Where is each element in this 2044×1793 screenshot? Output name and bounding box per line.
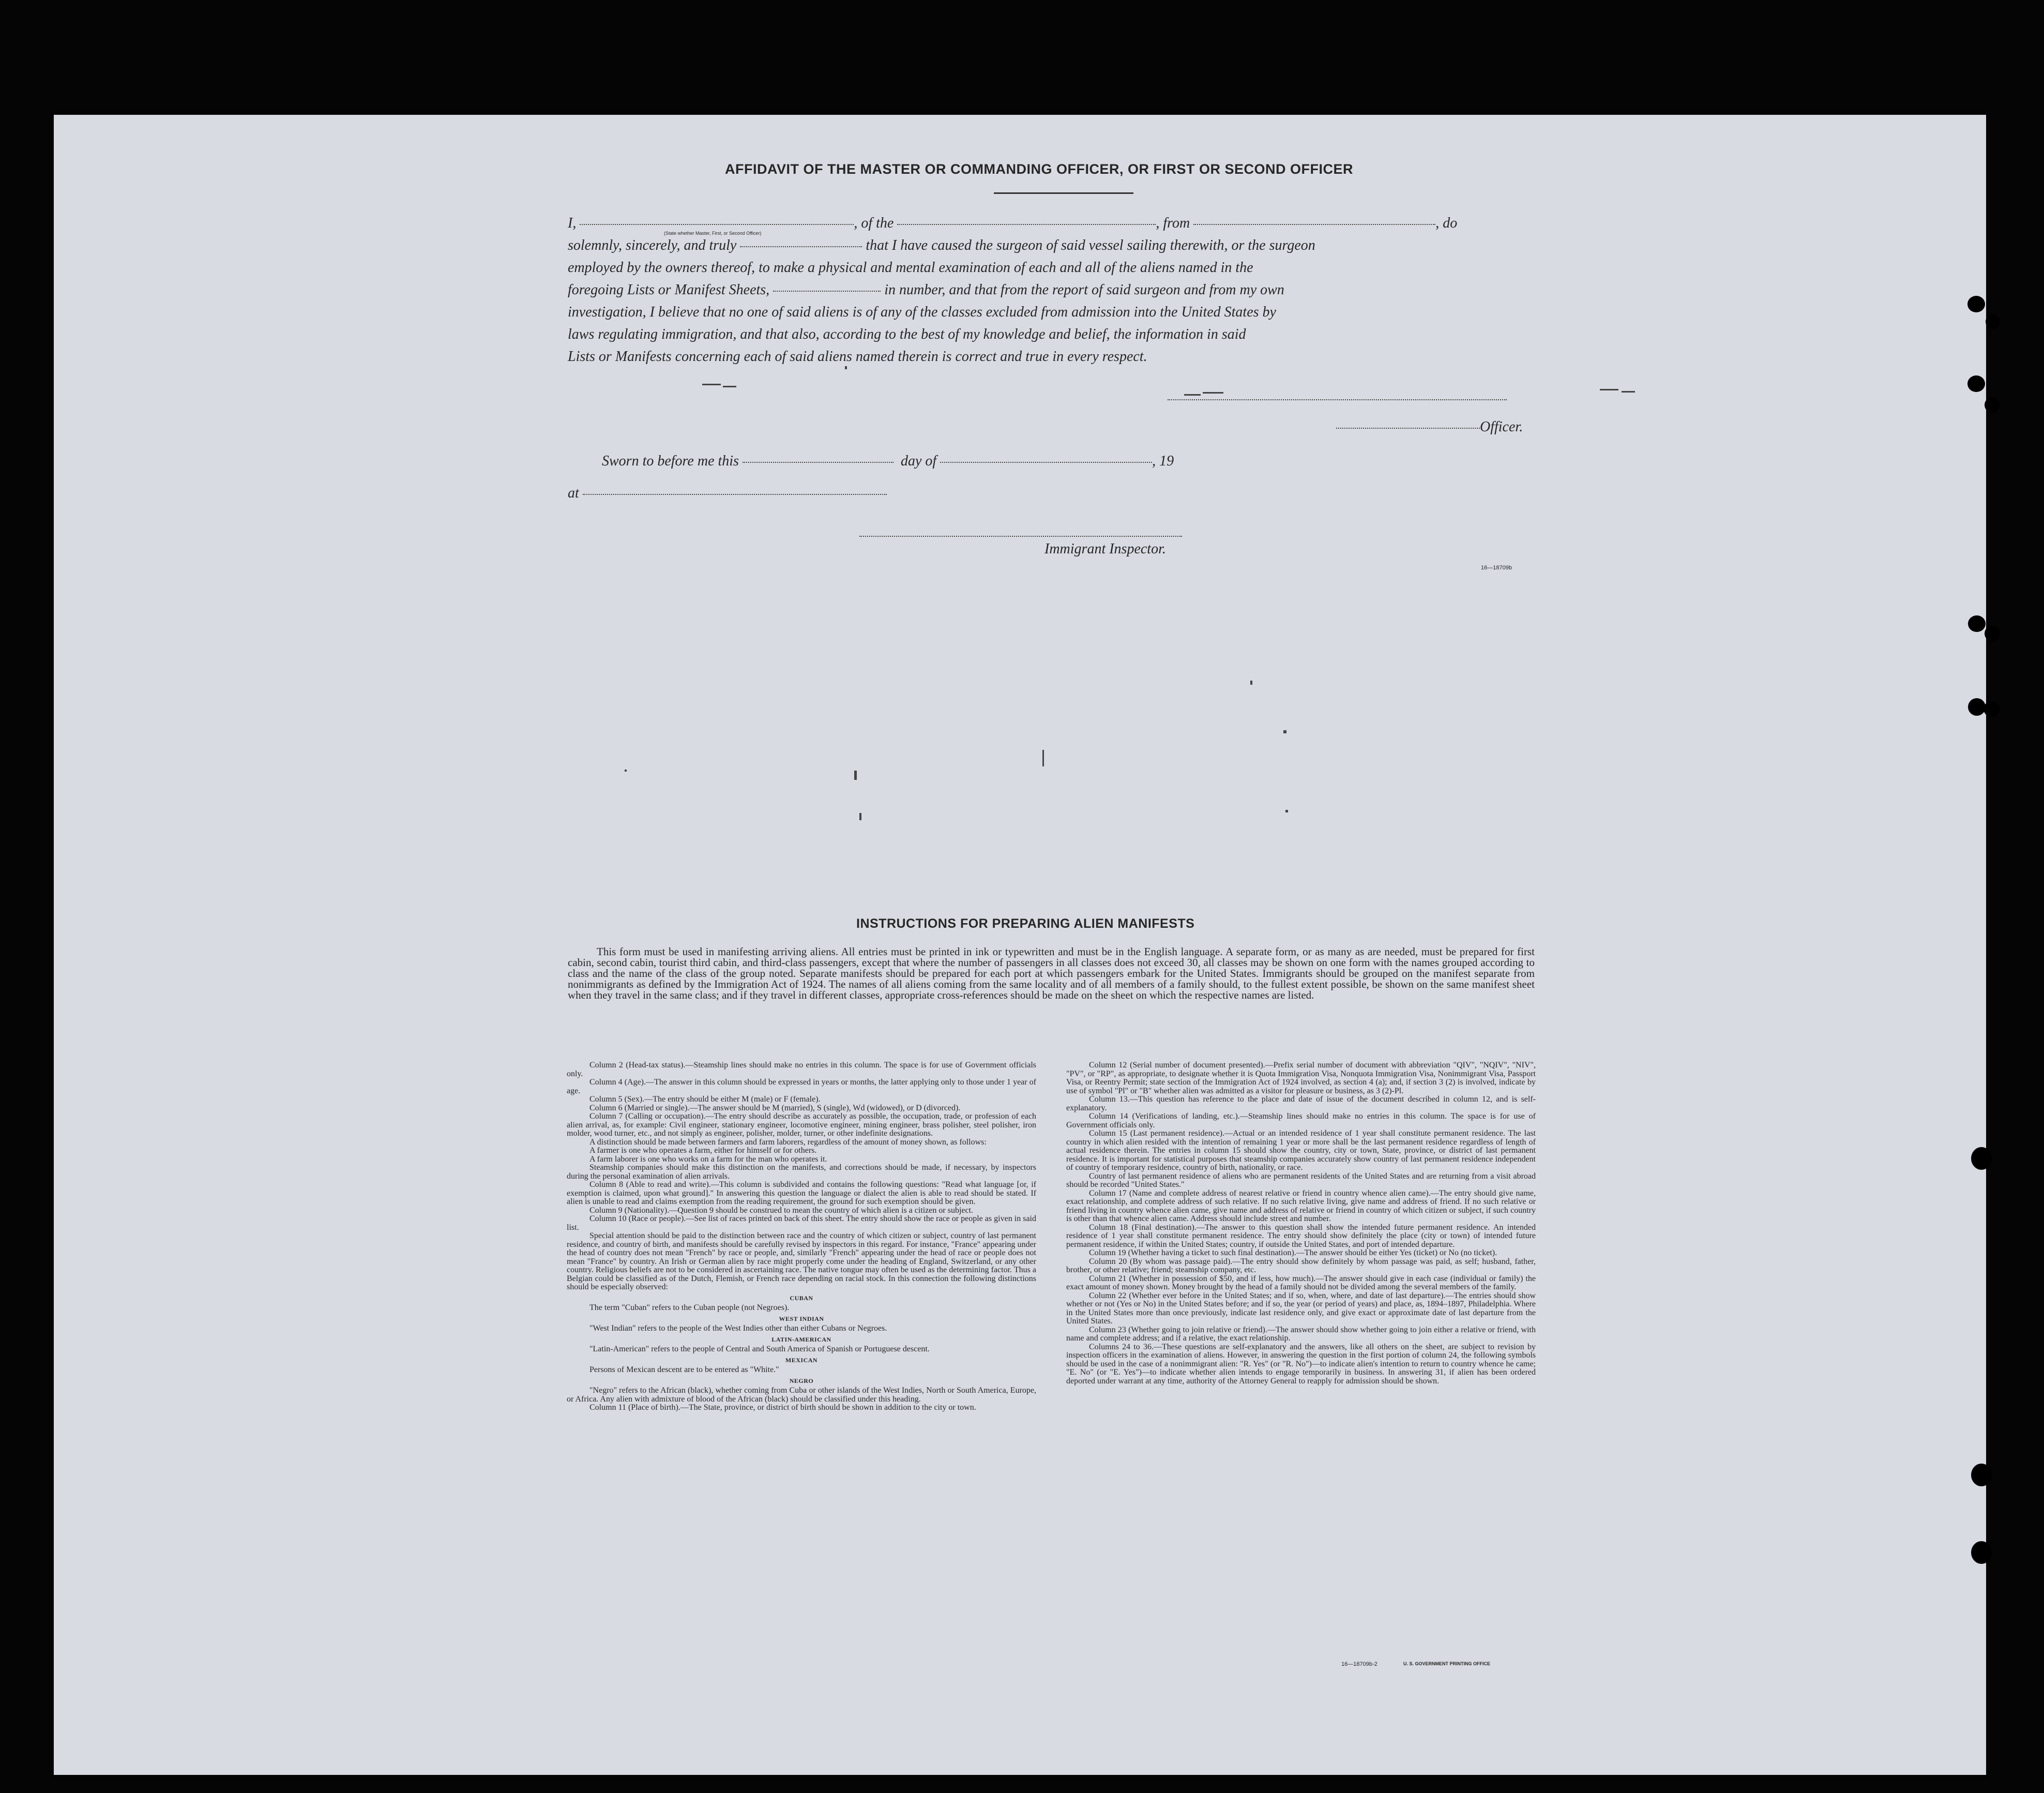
- intro-paragraph: This form must be used in manifesting arriving aliens. All entries must be printed in ink or typewritten and must be in the English language. A separate form, or as many as are needed, must be prepared for first cabin, second cabin, tourist third cabin, and third-class passengers, except that where the number of passengers in all classes does not exceed 30, all classes may be shown on one form with the names grouped according to class and the name of the class of the group noted. Separate manifests should be prepared for each port at which passengers embark for the United States. Immigrants should be grouped on the manifest separate from nonimmigrants as defined by the Immigration Act of 1924. The names of all aliens coming from the same locality and of all members of a family should, to the fullest extent possible, be shown on the same manifest sheet when they travel in the same class; and if they travel in different classes, appropriate cross-references should be made on the sheet on which the respective names are listed.: [568, 945, 1535, 1001]
- vessel-name-blank: [897, 224, 1156, 225]
- farmers-paragraph: A distinction should be made between farmers and farm laborers, regardless of the amount of money shown, as follows:: [589, 1137, 987, 1147]
- inspector-label: Immigrant Inspector.: [1044, 541, 1166, 557]
- at-line: [568, 482, 887, 504]
- cuban-paragraph: The term "Cuban" refers to the Cuban people (not Negroes).: [589, 1303, 790, 1312]
- word-from: , from: [1156, 215, 1190, 231]
- affidavit-line-2: [568, 234, 1315, 257]
- speck: [625, 770, 627, 772]
- punch-hole: [1968, 698, 1986, 716]
- ink-dash: [1622, 391, 1635, 393]
- punch-hole: [1968, 615, 1986, 632]
- sheet-count-blank: [773, 291, 881, 292]
- ink-dash: [702, 384, 721, 385]
- col10-paragraph: Column 10 (Race or people).—See list of races printed on back of this sheet. The entry should show the race or people as given in said list.: [567, 1214, 1036, 1232]
- col21-paragraph: Column 21 (Whether in possession of $50, and if less, how much).—The answer should give in each case (individual or family) the exact amount of money shown. Money brought by the head of a family should not be divided among the several members of the family.: [1066, 1274, 1536, 1291]
- instructions-intro: [568, 946, 1535, 1001]
- col15-paragraph: Column 15 (Last permanent residence).—Actual or an intended residence of 1 year shall constitute permanent residence. The last country in which alien resided with the intention of remaining 1 year or more shall be the last permanent residence regardless of length of actual residence therein. The entries in column 15 should show the country, city or town, State, province, or district of last permanent residence. It is important for statistical purposes that steamship companies accurately show country of last permanent residence independent of country of temporary residence, country of birth, nationality, or race.: [1066, 1129, 1536, 1172]
- signature-line: [1168, 399, 1507, 400]
- speck: [859, 813, 861, 820]
- ink-dash: [723, 386, 736, 387]
- col4-paragraph: Column 4 (Age).—The answer in this column should be expressed in years or months, the latter applying only to those under 1 year of age.: [567, 1078, 1036, 1095]
- mexican-heading: MEXICAN: [785, 1356, 818, 1364]
- inspector-signature-line: [859, 536, 1182, 537]
- speck: [1042, 750, 1044, 766]
- punch-hole: [1984, 701, 2000, 717]
- negro-paragraph: "Negro" refers to the African (black), whether coming from Cuba or other islands of the West Indies, North or South America, Europe, or Africa. Any alien with admixture of blood of the African (black) should be classified under this heading.: [567, 1386, 1036, 1404]
- punch-hole: [1971, 1147, 1992, 1170]
- officer-label: Officer.: [1480, 419, 1523, 435]
- farm-laborer-definition: A farm laborer is one who works on a farm for the man who operates it.: [589, 1154, 827, 1164]
- farmer-definition: A farmer is one who operates a farm, either for himself or for others.: [589, 1146, 817, 1155]
- sworn-label: Sworn to before me this: [602, 453, 739, 469]
- speck: [854, 771, 857, 780]
- instructions-right-column: [1066, 1061, 1536, 1385]
- sworn-month-blank: [940, 462, 1152, 463]
- col24-36-paragraph: Columns 24 to 36.—These questions are self-explanatory and the answers, like all others on the sheet, are subject to revision by inspection officers in the examination of aliens. However, in answering the question in the first portion of column 24, the following symbols should be used in the case of a nonimmigrant alien: "R. Yes" (or "R. No")—to indicate alien's intention to return to country whence he came; "E. No" (or "E. Yes")—to indicate whether alien intends to engage temporarily in business. In answering 31, if alien has been ordered deported under warrant at any time, authority of the Attorney General to reapply for admission should be shown.: [1066, 1342, 1536, 1385]
- footer-form-code: 16—18709b-2: [1341, 1661, 1377, 1667]
- at-label: at: [568, 485, 579, 501]
- word-i: I,: [568, 215, 577, 231]
- col6-paragraph: Column 6 (Married or single).—The answer should be M (married), S (single), Wd (widowed), or D (divorced).: [589, 1103, 961, 1112]
- affidavit-line-6: laws regulating immigration, and that also, according to the best of my knowledge and belief, the information in said: [568, 326, 1246, 342]
- officer-rank-note: (State whether Master, First, or Second Officer): [664, 231, 762, 236]
- col9-paragraph: Column 9 (Nationality).—Question 9 should be construed to mean the country of which alien is a citizen or subject.: [589, 1206, 974, 1215]
- affidavit-line-5: investigation, I believe that no one of said aliens is of any of the classes excluded from admission into the United States by: [568, 304, 1276, 320]
- col14-paragraph: Column 14 (Verifications of landing, etc.).—Steamship lines should make no entries in this column. The space is for use of Government officials only.: [1066, 1112, 1536, 1129]
- speck: [1250, 681, 1252, 685]
- negro-heading: NEGRO: [789, 1377, 814, 1384]
- punch-hole: [1971, 1464, 1992, 1486]
- steamship-paragraph: Steamship companies should make this distinction on the manifests, and corrections should be made, if necessary, by inspectors during the personal examination of alien arrivals.: [567, 1163, 1036, 1181]
- col11-paragraph: Column 11 (Place of birth).—The State, province, or district of birth should be shown in addition to the city or town.: [589, 1403, 976, 1412]
- footer-printing-office: U. S. GOVERNMENT PRINTING OFFICE: [1403, 1661, 1491, 1666]
- col7-paragraph: Column 7 (Calling or occupation).—The entry should describe as accurately as possible, the occupation, trade, or profession of each alien arrival, as, for example: Civil engineer, stationary engineer, locomotive engineer, mining engineer, brass polisher, steel polisher, iron molder, wood turner, etc., and not simply as engineer, polisher, molder, turner, or other indefinite designations.: [567, 1112, 1036, 1138]
- punch-hole: [1986, 314, 2000, 329]
- word-solemnly: solemnly, sincerely, and truly: [568, 237, 737, 253]
- affidavit-text-2: in number, and that from the report of said surgeon and from my own: [884, 282, 1284, 298]
- returning-residents-paragraph: Country of last permanent residence of aliens who are permanent residents of the United States and are returning from a visit abroad should be recorded "United States.": [1066, 1171, 1536, 1189]
- latin-american-heading: LATIN-AMERICAN: [771, 1335, 831, 1343]
- col18-paragraph: Column 18 (Final destination).—The answer to this question shall show the intended future permanent residence. An intended residence of 1 year shall constitute permanent residence. The entry should show definitely the place (city or town) of intended future permanent residence, if within the United States; country, if outside the United States, and port of intended departure.: [1066, 1223, 1536, 1249]
- west-indian-paragraph: "West Indian" refers to the people of the West Indies other than either Cubans or Negroes.: [589, 1324, 887, 1333]
- year-label: , 19: [1152, 453, 1174, 469]
- affidavit-title: AFFIDAVIT OF THE MASTER OR COMMANDING OFFICER, OR FIRST OR SECOND OFFICER: [725, 161, 1353, 177]
- mexican-paragraph: Persons of Mexican descent are to be entered as "White.": [589, 1365, 779, 1374]
- word-do: , do: [1435, 215, 1458, 231]
- title-rule: [994, 192, 1133, 194]
- instructions-left-column: [567, 1061, 1036, 1412]
- punch-hole: [1967, 375, 1985, 392]
- cuban-heading: CUBAN: [790, 1294, 813, 1302]
- col17-paragraph: Column 17 (Name and complete address of nearest relative or friend in country whence alien came).—The entry should give name, exact relationship, and complete address of such relative. If no such relative living, give name and address of friend. If no such relative or friend living in country whence alien came, give name and address of relative or friend in country of which citizen or subject, if such country is other than that whence alien came. Address should include street and number.: [1066, 1188, 1536, 1223]
- col19-paragraph: Column 19 (Whether having a ticket to such final destination).—The answer should be either Yes (ticket) or No (no ticket).: [1089, 1248, 1497, 1257]
- west-indian-heading: WEST INDIAN: [779, 1315, 824, 1322]
- sworn-day-blank: [743, 462, 894, 463]
- col5-paragraph: Column 5 (Sex).—The entry should be either M (male) or F (female).: [589, 1095, 821, 1104]
- latin-american-paragraph: "Latin-American" refers to the people of Central and South America of Spanish or Portuguese descent.: [589, 1345, 930, 1353]
- officer-line: [1336, 416, 1523, 438]
- col12-paragraph: Column 12 (Serial number of document presented).—Prefix serial number of document with abbreviation "QIV", "NQIV", "NIV", "PV", or "RP", as appropriate, to designate whether it is Quota Immigration Visa, Nonquota Immigration Visa, Nonimmigrant Visa, Passport Visa, or Reentry Permit; state section of the Immigration Act of 1924 involved, as section 4 (a); and, if section 3 (2) is involved, indicate by use of symbol "Pl" or "B" whether alien was admitted as a visitor for pleasure or business, as 3 (2)-Pl.: [1066, 1061, 1536, 1095]
- race-paragraph: Special attention should be paid to the distinction between race and the country of which citizen or subject, country of last permanent residence, and country of birth, and manifests should be carefully revised by inspectors in this regard. For instance, "France" appearing under the head of country does not mean "French" by race or people, and, similarly "French" appearing under the head of race or people does not mean "France" by country. An Irish or German alien by race might properly come under the heading of England, Switzerland, or any other country. Religious beliefs are not to be considered in ascertaining race. The native tongue may often be used as the determining factor. Thus a Belgian could be classified as of the Dutch, Flemish, or French race depending on racial stock. In this connection the following distinctions should be especially observed:: [567, 1231, 1036, 1291]
- sworn-line: [602, 450, 1174, 472]
- col20-paragraph: Column 20 (By whom was passage paid).—The entry should show definitely by whom passage was paid, as self; husband, father, brother, or other relative; friend; steamship company, etc.: [1066, 1257, 1536, 1274]
- oath-form-blank: [740, 246, 862, 247]
- officer-rank-blank: [580, 224, 854, 225]
- col8-paragraph: Column 8 (Able to read and write).—This column is subdivided and contains the following questions: "Read what language [or, if exemption is claimed, upon what ground]." In answering this question the language or dialect the alien is able to read should be stated. If alien is unable to read and claims exemption from the reading requirement, the ground for such exemption should be given.: [567, 1180, 1036, 1206]
- day-of-label: day of: [900, 453, 937, 469]
- punch-hole: [1971, 1541, 1992, 1564]
- punch-hole: [1985, 626, 2000, 641]
- col23-paragraph: Column 23 (Whether going to join relative or friend).—The answer should show whether going to join either a relative or friend, with name and complete address; and if a relative, the exact relationship.: [1066, 1325, 1536, 1343]
- officer-signature-blank: [1336, 428, 1480, 429]
- speck: [1285, 810, 1288, 812]
- word-of-the: , of the: [854, 215, 894, 231]
- affidavit-line-3: employed by the owners thereof, to make a physical and mental examination of each and all of the aliens named in the: [568, 260, 1253, 276]
- word-foregoing: foregoing Lists or Manifest Sheets,: [568, 282, 770, 298]
- place-blank: [583, 494, 887, 495]
- affidavit-line-7: Lists or Manifests concerning each of said aliens named therein is correct and true in every respect.: [568, 349, 1147, 365]
- col13-paragraph: Column 13.—This question has reference to the place and date of issue of the document described in column 12, and is self-explanatory.: [1066, 1095, 1536, 1112]
- form-code: 16—18709b: [1481, 565, 1512, 571]
- ink-dash: [1203, 392, 1223, 394]
- port-blank: [1193, 224, 1435, 225]
- speck: [1283, 730, 1286, 733]
- affidavit-line-4: [568, 279, 1284, 301]
- punch-hole: [1985, 397, 2000, 413]
- col2-paragraph: Column 2 (Head-tax status).—Steamship lines should make no entries in this column. The space is for use of Government officials only.: [567, 1061, 1036, 1078]
- instructions-title: INSTRUCTIONS FOR PREPARING ALIEN MANIFESTS: [856, 916, 1195, 931]
- punch-hole: [1967, 296, 1985, 312]
- ink-dash: [1184, 394, 1201, 396]
- ink-dash: [1600, 389, 1618, 390]
- affidavit-text-1: that I have caused the surgeon of said vessel sailing therewith, or the surgeon: [866, 237, 1315, 253]
- col22-paragraph: Column 22 (Whether ever before in the United States; and if so, when, where, and date of last departure).—The entries should show whether or not (Yes or No) in the United States before; and if so, the year (or period of years) and place, as, 1894–1897, Philadelphia. Where in the United States more than once previously, indicate last residence only, and give exact or approximate date of last departure from the United States.: [1066, 1291, 1536, 1325]
